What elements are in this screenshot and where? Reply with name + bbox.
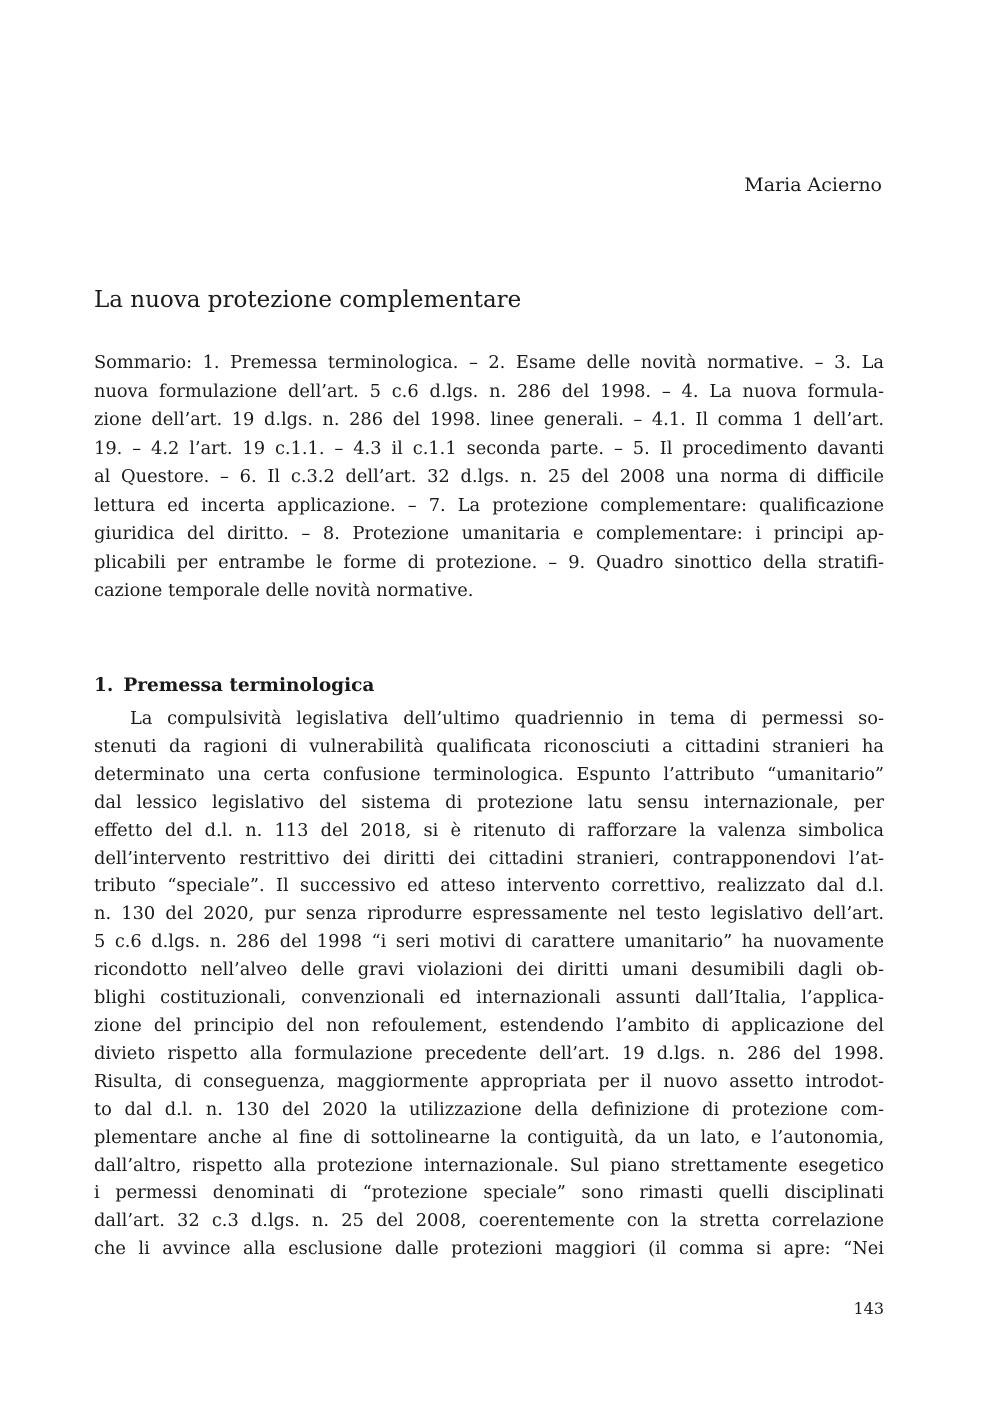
summary-block	[94, 349, 884, 606]
summary-line: giuridica del diritto. – 8. Protezione umanitaria e complementare: i principi ap-	[94, 523, 884, 544]
summary-line: zione dell’art. 19 d.lgs. n. 286 del 1998. linee generali. – 4.1. Il comma 1 dell’art.	[94, 409, 884, 430]
body-line: i permessi denominati di “protezione speciale” sono rimasti quelli disciplinati	[94, 1182, 884, 1204]
body-line: dall’altro, rispetto alla protezione internazionale. Sul piano strettamente esegetico	[94, 1154, 884, 1176]
section-heading	[94, 672, 384, 700]
summary-line: lettura ed incerta applicazione. – 7. La protezione complementare: qualificazione	[94, 494, 884, 516]
body-line: La compulsività legislativa dell’ultimo quadriennio in tema di permessi so-	[130, 708, 884, 729]
body-line: to dal d.l. n. 130 del 2020 la utilizzazione della definizione di protezione com-	[94, 1098, 884, 1120]
body-line: blighi costituzionali, convenzionali ed internazionali assunti dall’Italia, l’applica-	[94, 987, 884, 1009]
summary-line: plicabili per entrambe le forme di protezione. – 9. Quadro sinottico della stratifi-	[94, 551, 884, 573]
author-name: Maria Acierno	[744, 174, 882, 196]
section-title: Premessa terminologica	[123, 675, 375, 696]
summary-line: 19. – 4.2 l’art. 19 c.1.1. – 4.3 il c.1.1 seconda parte. – 5. Il procedimento davanti	[94, 437, 884, 459]
body-line: che li avvince alla esclusione dalle protezioni maggiori (il comma si apre: “Nei	[94, 1238, 884, 1260]
section-number: 1.	[94, 675, 114, 696]
body-line: ricondotto nell’alveo delle gravi violazioni dei diritti umani desumibili dagli ob-	[94, 959, 884, 981]
body-line: divieto rispetto alla formulazione precedente dell’art. 19 d.lgs. n. 286 del 1998.	[94, 1042, 884, 1064]
body-line: plementare anche al fine di sottolinearne la contiguità, da un lato, e l’autonomia,	[94, 1126, 884, 1148]
body-line: determinato una certa confusione terminologica. Espunto l’attributo “umanitario”	[94, 763, 884, 785]
page-number: 143	[853, 1299, 884, 1318]
body-line: 5 c.6 d.lgs. n. 286 del 1998 “i seri motivi di carattere umanitario” ha nuovamente	[94, 931, 884, 953]
summary-line: al Questore. – 6. Il c.3.2 dell’art. 32 d.lgs. n. 25 del 2008 una norma di difficile	[94, 466, 884, 487]
body-line: zione del principio del non refoulement, estendendo l’ambito di applicazione del	[94, 1014, 884, 1036]
body-line: stenuti da ragioni di vulnerabilità qualificata riconosciuti a cittadini stranieri ha	[94, 735, 884, 757]
body-line: effetto del d.l. n. 113 del 2018, si è ritenuto di rafforzare la valenza simbolica	[94, 819, 884, 841]
body-line: dal lessico legislativo del sistema di protezione latu sensu internazionale, per	[94, 791, 884, 813]
body-paragraph	[94, 705, 884, 1263]
body-line: n. 130 del 2020, pur senza riprodurre espressamente nel testo legislativo dell’art.	[94, 903, 884, 925]
summary-line: Sommario: 1. Premessa terminologica. – 2. Esame delle novità normative. – 3. La	[94, 352, 884, 373]
summary-line: nuova formulazione dell’art. 5 c.6 d.lgs. n. 286 del 1998. – 4. La nuova formula-	[94, 380, 884, 402]
article-title: La nuova protezione complementare	[94, 287, 522, 313]
body-line: dall’art. 32 c.3 d.lgs. n. 25 del 2008, coerentemente con la stretta correlazione	[94, 1210, 884, 1232]
summary-line: cazione temporale delle novità normative.	[94, 580, 474, 601]
body-line: tributo “speciale”. Il successivo ed atteso intervento correttivo, realizzato dal d.l.	[94, 875, 884, 897]
body-line: dell’intervento restrittivo dei diritti dei cittadini stranieri, contrapponendovi l’at-	[94, 847, 884, 869]
body-line: Risulta, di conseguenza, maggiormente appropriata per il nuovo assetto introdot-	[94, 1070, 884, 1092]
